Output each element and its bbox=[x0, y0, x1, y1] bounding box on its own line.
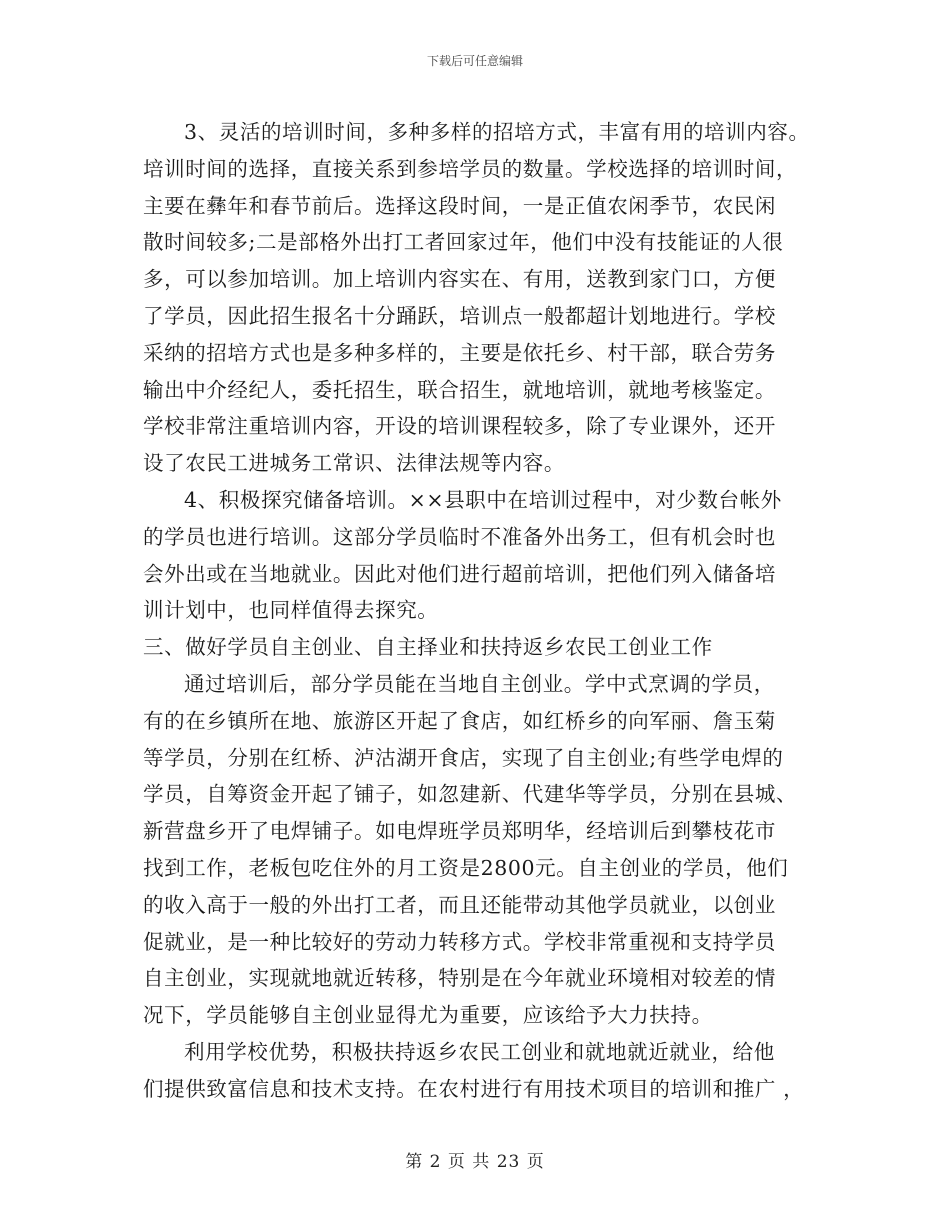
paragraph-line: 采纳的招培方式也是多种多样的，主要是依托乡、村干部，联合劳务 bbox=[143, 340, 776, 365]
section-heading: 三、做好学员自主创业、自主择业和扶持返乡农民工创业工作 bbox=[143, 635, 713, 660]
paragraph-line: 自主创业，实现就地就近转移，特别是在今年就业环境相对较差的情 bbox=[143, 966, 776, 991]
paragraph-line: 的收入高于一般的外出打工者，而且还能带动其他学员就业，以创业 bbox=[143, 892, 776, 917]
paragraph-line: 新营盘乡开了电焊铺子。如电焊班学员郑明华，经培训后到攀枝花市 bbox=[143, 819, 776, 844]
page-header-note: 下载后可任意编辑 bbox=[426, 54, 523, 68]
paragraph-line: 们提供致富信息和技术支持。在农村进行有用技术项目的培训和推广 ， bbox=[143, 1076, 805, 1101]
document-body bbox=[143, 114, 823, 1108]
paragraph-line: 训计划中，也同样值得去探究。 bbox=[143, 598, 439, 623]
paragraph-line: 了学员，因此招生报名十分踊跃，培训点一般都超计划地进行。学校 bbox=[143, 303, 776, 328]
page-number-footer: 第 2 页 共 23 页 bbox=[405, 1152, 545, 1172]
paragraph-line: 利用学校优势，积极扶持返乡农民工创业和就地就近就业，给他 bbox=[184, 1039, 775, 1064]
paragraph-line: 通过培训后，部分学员能在当地自主创业。学中式烹调的学员， bbox=[184, 671, 775, 696]
paragraph-line: 散时间较多;二是部格外出打工者回家过年，他们中没有技能证的人很 bbox=[143, 230, 784, 255]
paragraph-line: 会外出或在当地就业。因此对他们进行超前培训，把他们列入储备培 bbox=[143, 561, 776, 586]
paragraph-line: 促就业，是一种比较好的劳动力转移方式。学校非常重视和支持学员 bbox=[143, 929, 776, 954]
paragraph-line: 找到工作，老板包吃住外的月工资是2800元。自主创业的学员，他们 bbox=[143, 855, 789, 880]
paragraph-line: 3、灵活的培训时间，多种多样的招培方式，丰富有用的培训内容。 bbox=[184, 120, 810, 144]
paragraph-line: 输出中介经纪人，委托招生，联合招生，就地培训，就地考核鉴定。 bbox=[143, 377, 776, 402]
paragraph-line: 主要在彝年和春节前后。选择这段时间，一是正值农闲季节，农民闲 bbox=[143, 193, 776, 218]
paragraph-line: 设了农民工进城务工常识、法律法规等内容。 bbox=[143, 451, 565, 476]
paragraph-line: 多，可以参加培训。加上培训内容实在、有用，送教到家门口，方便 bbox=[143, 267, 776, 292]
paragraph-line: 4、积极探究储备培训。××县职中在培训过程中，对少数台帐外 bbox=[184, 487, 782, 512]
paragraph-line: 的学员也进行培训。这部分学员临时不准备外出务工，但有机会时也 bbox=[143, 524, 776, 549]
paragraph-line: 学校非常注重培训内容，开设的培训课程较多，除了专业课外，还开 bbox=[143, 414, 776, 439]
paragraph-line: 等学员，分别在红桥、泸沽湖开食店，实现了自主创业;有些学电焊的 bbox=[143, 745, 784, 770]
paragraph-line: 学员，自筹资金开起了铺子，如忽建新、代建华等学员，分别在县城、 bbox=[143, 782, 798, 807]
paragraph-line: 培训时间的选择，直接关系到参培学员的数量。学校选择的培训时间， bbox=[143, 156, 798, 181]
paragraph-line: 有的在乡镇所在地、旅游区开起了食店，如红桥乡的向军丽、詹玉菊 bbox=[143, 708, 776, 733]
paragraph-line: 况下，学员能够自主创业显得尤为重要，应该给予大力扶持。 bbox=[143, 1003, 713, 1028]
